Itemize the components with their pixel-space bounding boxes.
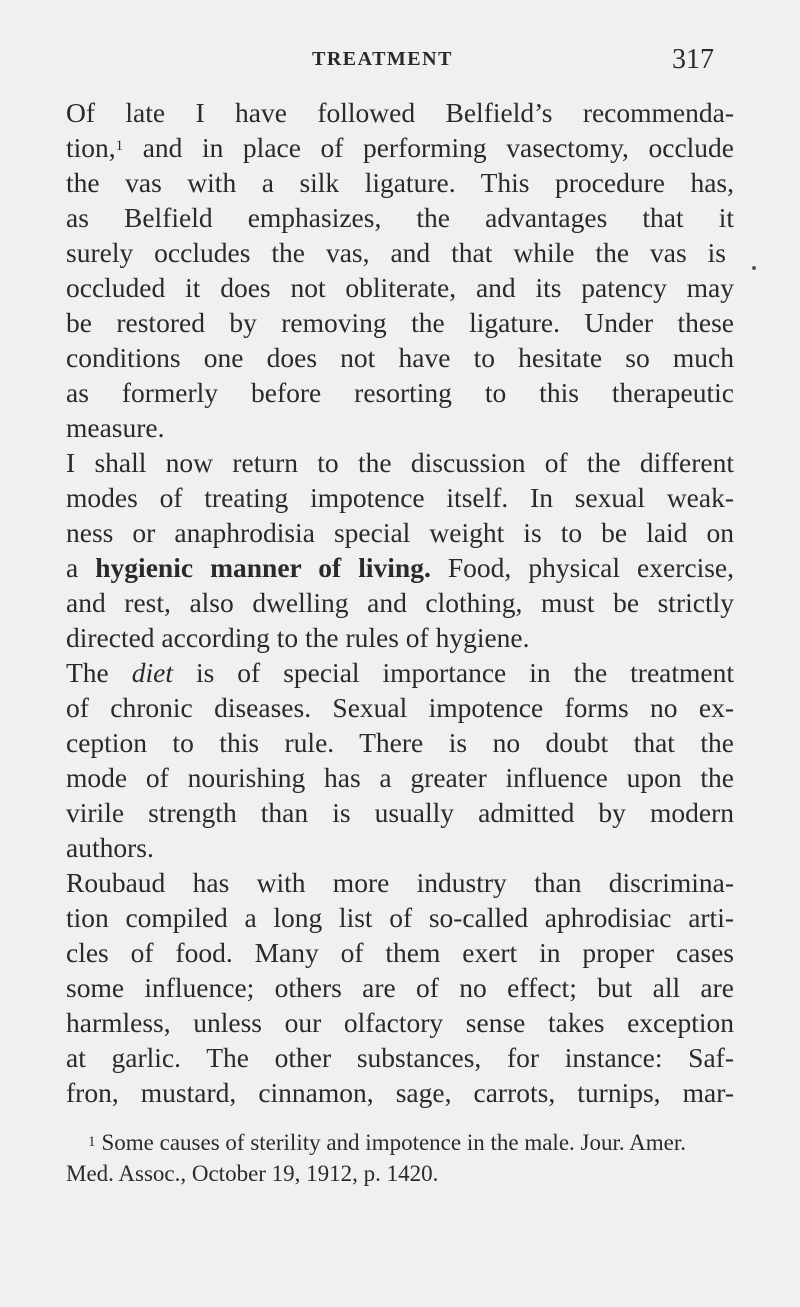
text-line: virile strength than is usually admitted by modern bbox=[66, 797, 734, 828]
text-line: and rest, also dwelling and clothing, must be strictly bbox=[66, 587, 734, 618]
footnote-reference: 1 bbox=[115, 138, 124, 154]
text-line: harmless, unless our olfactory sense takes exception bbox=[66, 1007, 734, 1038]
text-line: directed according to the rules of hygiene. bbox=[66, 622, 530, 653]
text-line: tion compiled a long list of so-called aphrodisiac arti- bbox=[66, 902, 734, 933]
text-line: at garlic. The other substances, for instance: Saf- bbox=[66, 1042, 734, 1073]
text-segment: is of special importance in the treatment bbox=[173, 657, 734, 688]
text-line: as formerly before resorting to this therapeutic bbox=[66, 377, 734, 408]
page-number: 317 bbox=[672, 44, 714, 75]
text-line: ception to this rule. There is no doubt that the bbox=[66, 727, 734, 758]
text-line: ness or anaphrodisia special weight is to be laid on bbox=[66, 517, 734, 548]
text-line: authors. bbox=[66, 832, 154, 863]
text-line: Of late I have followed Belfield’s recommenda- bbox=[66, 97, 734, 128]
text-segment: The bbox=[66, 657, 132, 688]
text-line: as Belfield emphasizes, the advantages that it bbox=[66, 202, 734, 233]
footnote-text: Some causes of sterility and impotence in the male. Jour. Amer. bbox=[101, 1130, 686, 1155]
footnote-continuation: Med. Assoc., October 19, 1912, p. 1420. bbox=[66, 1161, 439, 1186]
text-line: mode of nourishing has a greater influence upon the bbox=[66, 762, 734, 793]
text-line: surely occludes the vas, and that while the vas is bbox=[66, 237, 726, 268]
text-line: of chronic diseases. Sexual impotence forms no ex- bbox=[66, 692, 734, 723]
text-line: measure. bbox=[66, 412, 165, 443]
text-line: some influence; others are of no effect; but all are bbox=[66, 972, 734, 1003]
text-segment: tion, bbox=[66, 132, 116, 163]
text-line: occluded it does not obliterate, and its patency may bbox=[66, 272, 734, 303]
emphasis-italic: diet bbox=[131, 657, 173, 688]
footnote-mark: 1 bbox=[88, 1134, 96, 1150]
text-line: conditions one does not have to hesitate so much bbox=[66, 342, 734, 373]
footnote bbox=[66, 1128, 734, 1158]
margin-mark bbox=[752, 266, 756, 270]
emphasis-bold: hygienic manner of living. bbox=[95, 552, 431, 583]
text-segment: Food, physical exercise, bbox=[430, 552, 734, 583]
text-line bbox=[66, 551, 734, 585]
text-line: the vas with a silk ligature. This procedure has, bbox=[66, 167, 734, 198]
text-line bbox=[66, 131, 734, 165]
text-line: modes of treating impotence itself. In sexual weak- bbox=[66, 482, 734, 513]
text-line: be restored by removing the ligature. Under these bbox=[66, 307, 734, 338]
text-line: Roubaud has with more industry than discrimina- bbox=[66, 867, 734, 898]
text-segment: a bbox=[66, 552, 96, 583]
text-line: fron, mustard, cinnamon, sage, carrots, turnips, mar- bbox=[66, 1077, 734, 1108]
text-line bbox=[66, 656, 734, 690]
text-line: cles of food. Many of them exert in proper cases bbox=[66, 937, 734, 968]
running-title: TREATMENT bbox=[312, 48, 453, 70]
text-segment: and in place of performing vasectomy, occlude bbox=[142, 132, 734, 163]
text-line: I shall now return to the discussion of the different bbox=[66, 447, 734, 478]
